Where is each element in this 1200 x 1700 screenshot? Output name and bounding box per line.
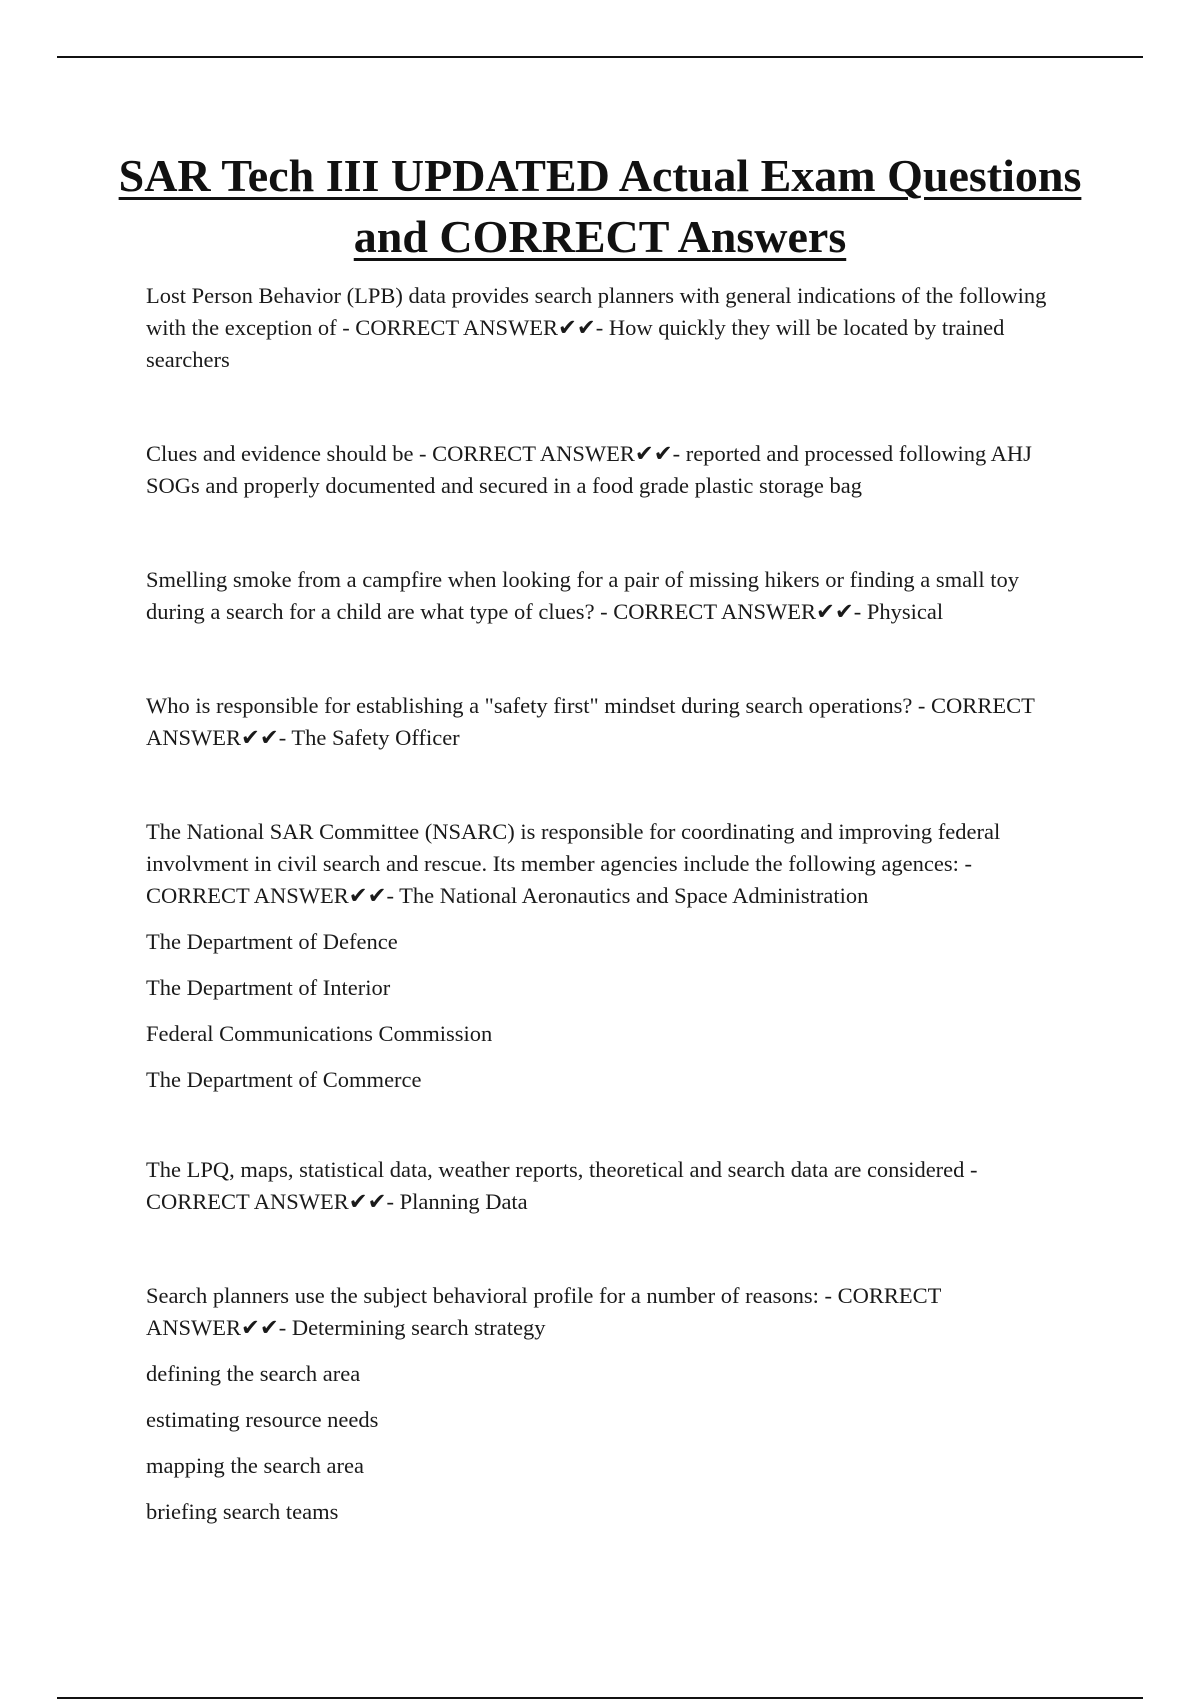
answer-list-item: briefing search teams [146, 1499, 339, 1524]
qa-item-2: Clues and evidence should be - CORRECT ANSWER✔✔- reported and processed following AHJ SOGs and properly documented and secured in a food grade plastic storage bag [146, 441, 1032, 498]
answer-list-item: mapping the search area [146, 1453, 365, 1478]
document-title: SAR Tech III UPDATED Actual Exam Questions and CORRECT Answers [118, 150, 1082, 262]
answer-list-item: The Department of Interior [146, 975, 391, 1000]
answer-list-item: Federal Communications Commission [146, 1021, 493, 1046]
qa-item-3: Smelling smoke from a campfire when looking for a pair of missing hikers or finding a small toy during a search for a child are what type of clues? - CORRECT ANSWER✔✔- Physical [146, 567, 1019, 624]
qa-item-5: The National SAR Committee (NSARC) is responsible for coordinating and improving federal involvment in civil search and rescue. Its member agencies include the following agences: - CORRECT ANSWER✔✔- The National Aeronautics and Space Administration [146, 819, 1001, 908]
footer-rule [57, 1697, 1143, 1699]
qa-item-7: Search planners use the subject behavioral profile for a number of reasons: - CORRECT ANSWER✔✔- Determining search strategy [146, 1283, 941, 1340]
document-body [146, 280, 1066, 1528]
answer-list-item: defining the search area [146, 1361, 361, 1386]
answer-list-item: The Department of Defence [146, 929, 398, 954]
answer-list-item: The Department of Commerce [146, 1067, 422, 1092]
header-rule [57, 56, 1143, 58]
qa-item-1: Lost Person Behavior (LPB) data provides search planners with general indications of the following with the exception of - CORRECT ANSWER✔✔- How quickly they will be located by trained searchers [146, 283, 1047, 372]
qa-item-4: Who is responsible for establishing a "safety first" mindset during search operations? - CORRECT ANSWER✔✔- The Safety Officer [146, 693, 1035, 750]
qa-item-6: The LPQ, maps, statistical data, weather reports, theoretical and search data are considered - CORRECT ANSWER✔✔- Planning Data [146, 1157, 978, 1214]
answer-list-item: estimating resource needs [146, 1407, 379, 1432]
